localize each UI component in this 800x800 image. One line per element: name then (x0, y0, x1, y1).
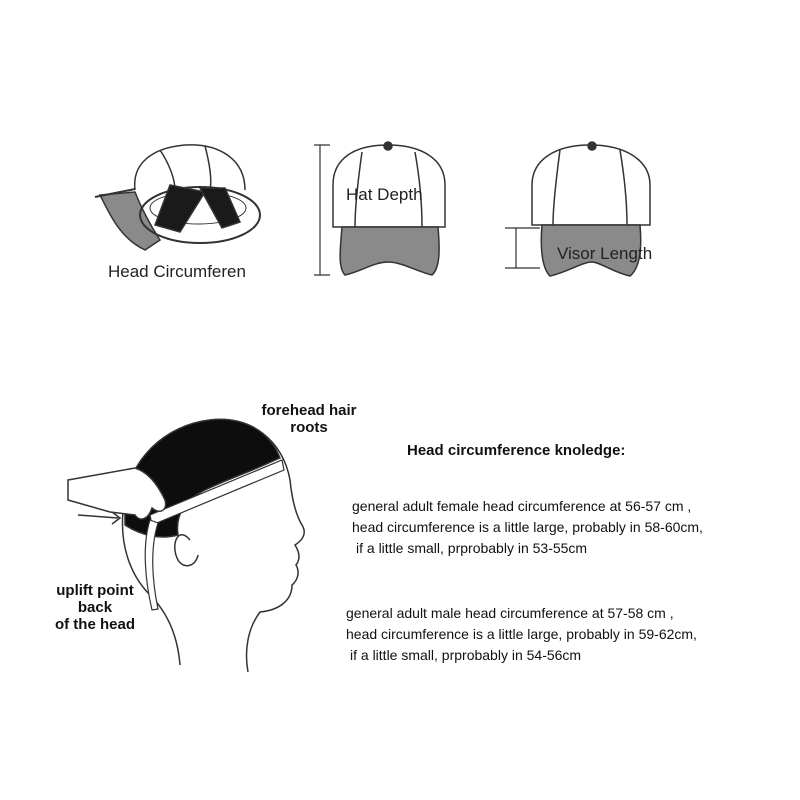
head-profile (68, 419, 304, 672)
cap-front-view (314, 142, 445, 275)
female-line2: head circumference is a little large, probably in 58-60cm, (352, 519, 703, 535)
cap-back-crown (532, 145, 650, 225)
male-info (346, 603, 697, 666)
forehead-label-line1: forehead hair (261, 402, 357, 419)
female-line3: if a little small, prprobably in 53-55cm (356, 540, 588, 556)
male-line3: if a little small, prprobably in 54-56cm (350, 647, 582, 663)
forehead-label (254, 402, 364, 436)
uplift-label-line1: uplift point (56, 582, 134, 599)
cap-side-crown (135, 145, 245, 190)
cap-side-visor (100, 192, 160, 250)
cap-front-visor (340, 227, 439, 275)
male-line1: general adult male head circumference at 57-58 cm , (346, 605, 674, 621)
uplift-label-line3: of the head (54, 616, 135, 633)
female-line1: general adult female head circumference at 56-57 cm , (352, 498, 692, 514)
visor-length-dimension (505, 228, 540, 268)
hat-depth-label: Hat Depth (346, 185, 423, 204)
hat-depth-dimension (314, 145, 330, 275)
visor-length-label: Visor Length (557, 244, 653, 263)
back-arrow (78, 512, 120, 524)
forehead-label-line2: roots (290, 419, 328, 436)
cap-side-view (95, 145, 260, 250)
head-circumference-label: Head Circumferen (108, 262, 246, 281)
female-info (352, 496, 703, 559)
info-heading: Head circumference knoledge: (407, 442, 626, 459)
uplift-point-label (40, 582, 150, 633)
male-line2: head circumference is a little large, probably in 59-62cm, (346, 626, 697, 642)
uplift-label-line2: back (77, 599, 113, 616)
